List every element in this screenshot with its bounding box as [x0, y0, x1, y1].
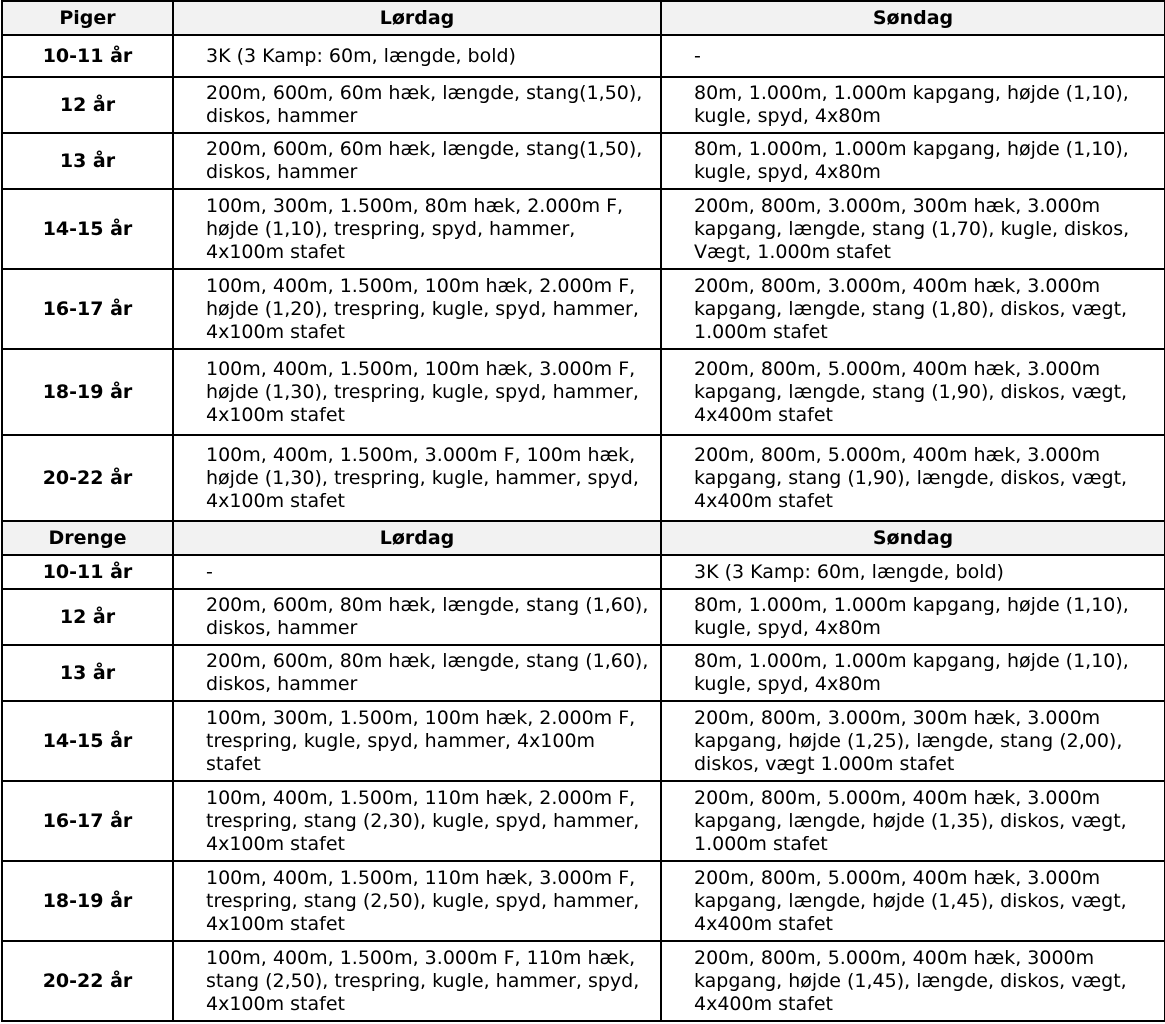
- age-cell: 20-22 år: [2, 435, 173, 521]
- sunday-events-cell: 200m, 800m, 5.000m, 400m hæk, 3.000m kapgang, længde, højde (1,45), diskos, vægt, 4x400m stafet: [661, 861, 1165, 941]
- age-cell: 14-15 år: [2, 701, 173, 781]
- saturday-events-cell: 100m, 400m, 1.500m, 3.000m F, 100m hæk, højde (1,30), trespring, kugle, hammer, spyd, 4x100m stafet: [173, 435, 661, 521]
- saturday-events-cell: 100m, 400m, 1.500m, 3.000m F, 110m hæk, stang (2,50), trespring, kugle, hammer, spyd, 4x100m stafet: [173, 941, 661, 1021]
- sunday-events-cell: 80m, 1.000m, 1.000m kapgang, højde (1,10), kugle, spyd, 4x80m: [661, 133, 1165, 189]
- table-row: [2, 269, 1165, 349]
- age-cell: 12 år: [2, 589, 173, 645]
- saturday-events-cell: 200m, 600m, 60m hæk, længde, stang(1,50), diskos, hammer: [173, 77, 661, 133]
- sunday-header-cell: Søndag: [661, 521, 1165, 555]
- event-schedule-table: [1, 0, 1165, 1022]
- table-row: [2, 781, 1165, 861]
- saturday-header-cell: Lørdag: [173, 521, 661, 555]
- saturday-events-cell: 100m, 400m, 1.500m, 110m hæk, 3.000m F, trespring, stang (2,50), kugle, spyd, hammer, 4x100m stafet: [173, 861, 661, 941]
- saturday-events-cell: 100m, 300m, 1.500m, 100m hæk, 2.000m F, trespring, kugle, spyd, hammer, 4x100m stafet: [173, 701, 661, 781]
- age-cell: 20-22 år: [2, 941, 173, 1021]
- saturday-events-cell: 200m, 600m, 80m hæk, længde, stang (1,60), diskos, hammer: [173, 589, 661, 645]
- age-cell: 18-19 år: [2, 861, 173, 941]
- age-cell: 13 år: [2, 133, 173, 189]
- age-cell: 18-19 år: [2, 349, 173, 435]
- sunday-events-cell: 80m, 1.000m, 1.000m kapgang, højde (1,10), kugle, spyd, 4x80m: [661, 589, 1165, 645]
- age-cell: 10-11 år: [2, 555, 173, 589]
- age-cell: 16-17 år: [2, 269, 173, 349]
- age-cell: 10-11 år: [2, 35, 173, 77]
- saturday-events-cell: 100m, 400m, 1.500m, 110m hæk, 2.000m F, trespring, stang (2,30), kugle, spyd, hammer, 4x100m stafet: [173, 781, 661, 861]
- table-row: [2, 555, 1165, 589]
- sunday-events-cell: 200m, 800m, 3.000m, 300m hæk, 3.000m kapgang, højde (1,25), længde, stang (2,00), diskos, vægt 1.000m stafet: [661, 701, 1165, 781]
- table-row: [2, 35, 1165, 77]
- table-row: [2, 349, 1165, 435]
- saturday-events-cell: -: [173, 555, 661, 589]
- sunday-events-cell: 200m, 800m, 3.000m, 400m hæk, 3.000m kapgang, længde, stang (1,80), diskos, vægt, 1.000m stafet: [661, 269, 1165, 349]
- sunday-events-cell: 200m, 800m, 5.000m, 400m hæk, 3.000m kapgang, længde, stang (1,90), diskos, vægt, 4x400m stafet: [661, 349, 1165, 435]
- group-header-cell: Drenge: [2, 521, 173, 555]
- header-row-piger: [2, 1, 1165, 35]
- sunday-events-cell: 200m, 800m, 5.000m, 400m hæk, 3.000m kapgang, længde, højde (1,35), diskos, vægt, 1.000m stafet: [661, 781, 1165, 861]
- sunday-header-cell: Søndag: [661, 1, 1165, 35]
- table-row: [2, 861, 1165, 941]
- header-row-drenge: [2, 521, 1165, 555]
- sunday-events-cell: 200m, 800m, 5.000m, 400m hæk, 3000m kapgang, højde (1,45), længde, diskos, vægt, 4x400m stafet: [661, 941, 1165, 1021]
- table-row: [2, 941, 1165, 1021]
- table-row: [2, 133, 1165, 189]
- table-row: [2, 189, 1165, 269]
- sunday-events-cell: 80m, 1.000m, 1.000m kapgang, højde (1,10), kugle, spyd, 4x80m: [661, 645, 1165, 701]
- table-row: [2, 77, 1165, 133]
- sunday-events-cell: 3K (3 Kamp: 60m, længde, bold): [661, 555, 1165, 589]
- age-cell: 16-17 år: [2, 781, 173, 861]
- sunday-events-cell: 80m, 1.000m, 1.000m kapgang, højde (1,10), kugle, spyd, 4x80m: [661, 77, 1165, 133]
- age-cell: 12 år: [2, 77, 173, 133]
- saturday-events-cell: 100m, 400m, 1.500m, 100m hæk, 3.000m F, højde (1,30), trespring, kugle, spyd, hammer, 4x100m stafet: [173, 349, 661, 435]
- table-row: [2, 589, 1165, 645]
- saturday-header-cell: Lørdag: [173, 1, 661, 35]
- age-cell: 13 år: [2, 645, 173, 701]
- saturday-events-cell: 3K (3 Kamp: 60m, længde, bold): [173, 35, 661, 77]
- sunday-events-cell: 200m, 800m, 5.000m, 400m hæk, 3.000m kapgang, stang (1,90), længde, diskos, vægt, 4x400m stafet: [661, 435, 1165, 521]
- sunday-events-cell: 200m, 800m, 3.000m, 300m hæk, 3.000m kapgang, længde, stang (1,70), kugle, diskos, Vægt, 1.000m stafet: [661, 189, 1165, 269]
- table-row: [2, 645, 1165, 701]
- table-row: [2, 701, 1165, 781]
- saturday-events-cell: 200m, 600m, 80m hæk, længde, stang (1,60), diskos, hammer: [173, 645, 661, 701]
- saturday-events-cell: 100m, 400m, 1.500m, 100m hæk, 2.000m F, højde (1,20), trespring, kugle, spyd, hammer, 4x100m stafet: [173, 269, 661, 349]
- sunday-events-cell: -: [661, 35, 1165, 77]
- saturday-events-cell: 100m, 300m, 1.500m, 80m hæk, 2.000m F, højde (1,10), trespring, spyd, hammer, 4x100m stafet: [173, 189, 661, 269]
- age-cell: 14-15 år: [2, 189, 173, 269]
- table-row: [2, 435, 1165, 521]
- saturday-events-cell: 200m, 600m, 60m hæk, længde, stang(1,50), diskos, hammer: [173, 133, 661, 189]
- group-header-cell: Piger: [2, 1, 173, 35]
